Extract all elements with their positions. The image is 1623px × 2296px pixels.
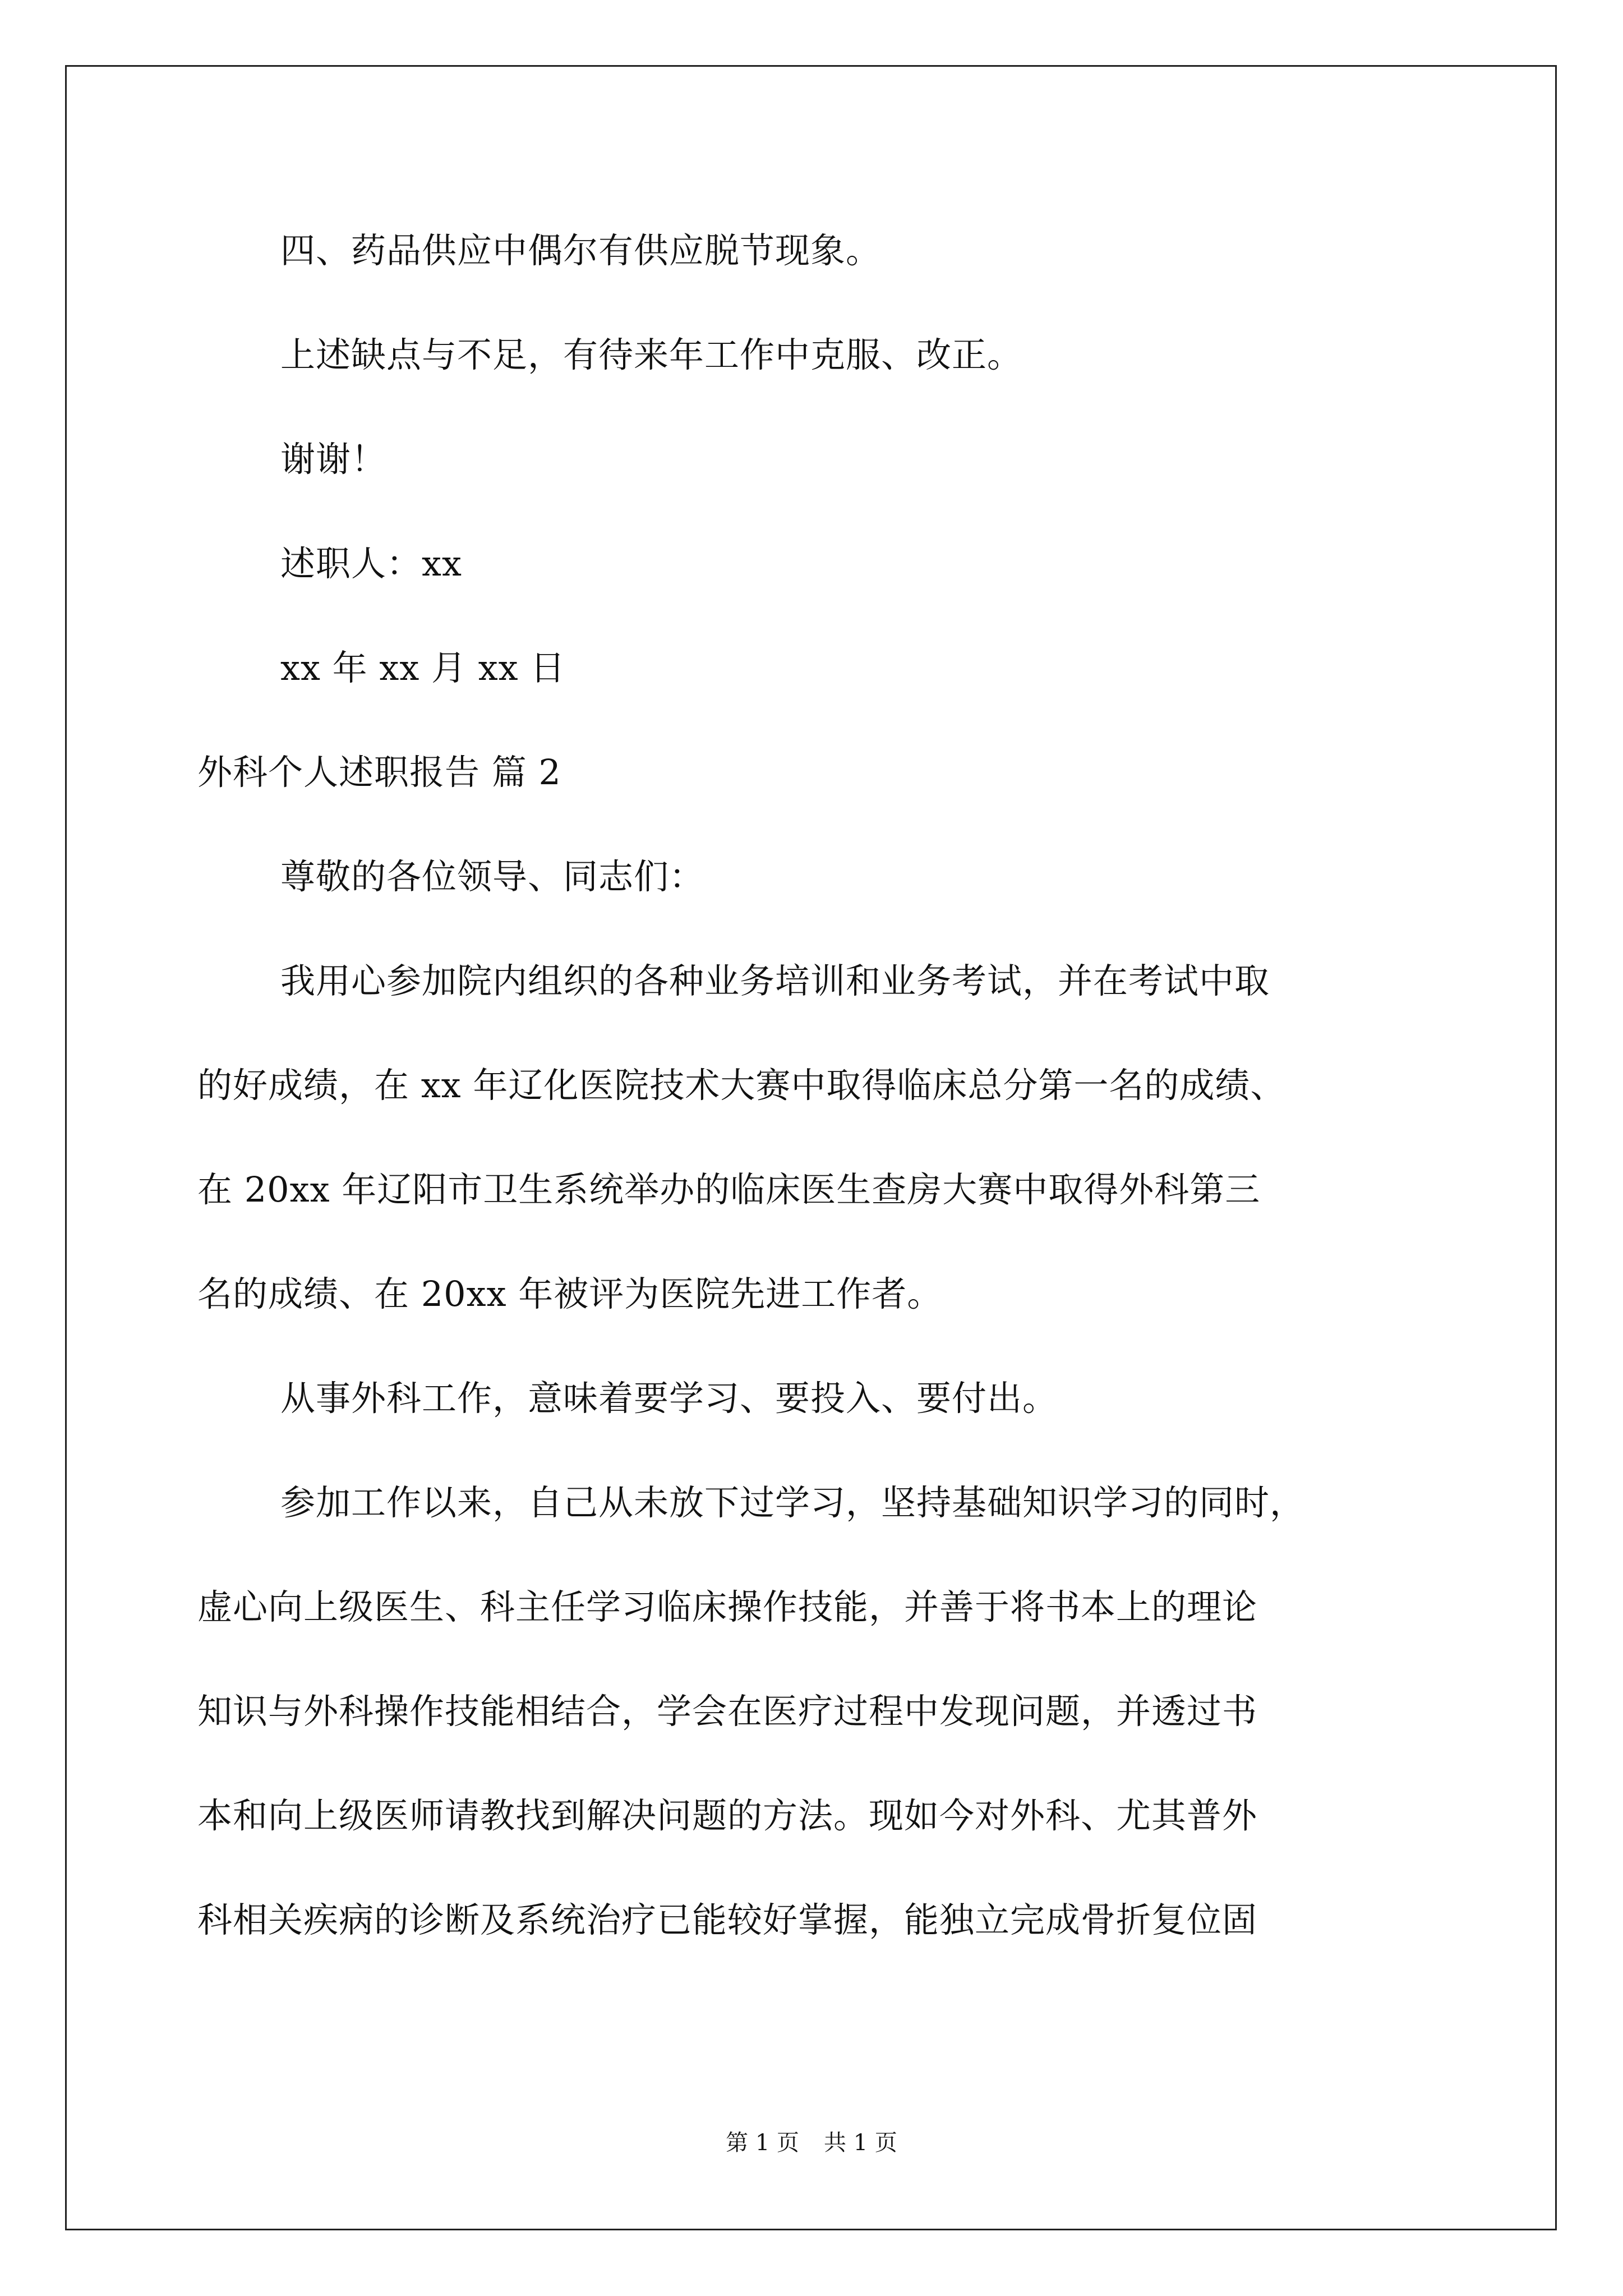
paragraph-line: 参加工作以来，自己从未放下过学习，坚持基础知识学习的同时， (280, 1482, 1306, 1523)
paragraph-line: 在 20xx 年辽阳市卫生系统举办的临床医生查房大赛中取得外科第三 (197, 1169, 1261, 1210)
section-heading: 外科个人述职报告 篇 2 (197, 752, 561, 793)
paragraph-line: 我用心参加院内组织的各种业务培训和业务考试，并在考试中取 (280, 960, 1270, 1001)
salutation: 尊敬的各位领导、同志们： (280, 856, 705, 897)
page-footer (0, 2132, 1623, 2154)
paragraph-line: 虚心向上级医生、科主任学习临床操作技能，并善于将书本上的理论 (197, 1586, 1258, 1627)
paragraph-line: 四、药品供应中偶尔有供应脱节现象。 (280, 230, 882, 271)
paragraph-line: 从事外科工作，意味着要学习、要投入、要付出。 (280, 1378, 1058, 1419)
page-total: 共 1 页 (824, 2130, 897, 2156)
paragraph-line: 知识与外科操作技能相结合，学会在医疗过程中发现问题，并透过书 (197, 1691, 1258, 1732)
page-number: 第 1 页 (726, 2130, 799, 2156)
paragraph-line: 名的成绩、在 20xx 年被评为医院先进工作者。 (197, 1273, 943, 1314)
paragraph-line: 科相关疾病的诊断及系统治疗已能较好掌握，能独立完成骨折复位固 (197, 1899, 1258, 1940)
paragraph-line: 的好成绩，在 xx 年辽化医院技术大赛中取得临床总分第一名的成绩、 (197, 1065, 1286, 1106)
date-line: xx 年 xx 月 xx 日 (280, 647, 566, 688)
paragraph-line: 本和向上级医师请教找到解决问题的方法。现如今对外科、尤其普外 (197, 1795, 1258, 1836)
paragraph-line: 上述缺点与不足，有待来年工作中克服、改正。 (280, 334, 1023, 375)
paragraph-line: 述职人：xx (280, 543, 462, 584)
paragraph-line: 谢谢！ (280, 439, 387, 480)
